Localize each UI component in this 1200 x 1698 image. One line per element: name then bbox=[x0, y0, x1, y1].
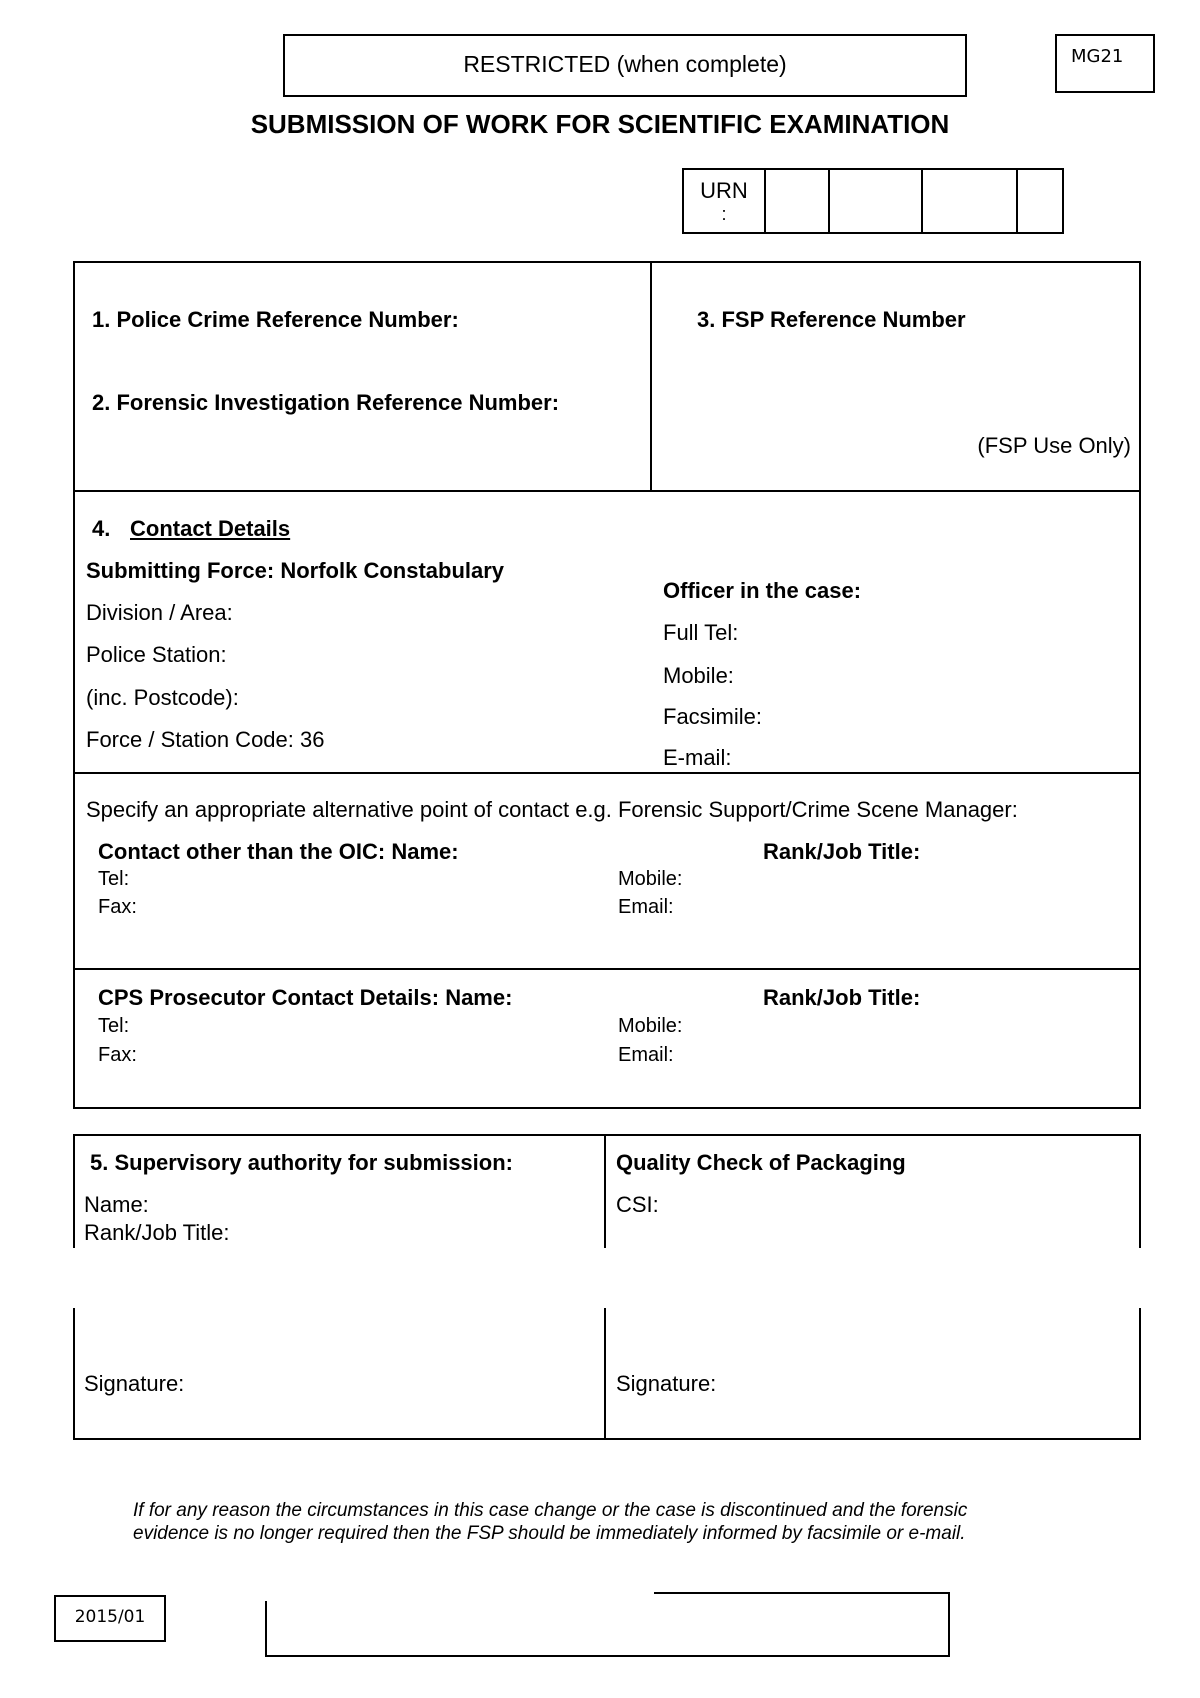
alt-contact-mobile-label: Mobile: bbox=[618, 868, 683, 890]
supervisory-section bbox=[73, 1134, 1141, 1440]
supervisor-signature-label: Signature: bbox=[84, 1371, 185, 1396]
csi-label: CSI: bbox=[616, 1192, 659, 1217]
cps-name-label: CPS Prosecutor Contact Details: Name: bbox=[98, 985, 513, 1010]
cps-email-label: Email: bbox=[618, 1044, 674, 1066]
officer-tel-label: Full Tel: bbox=[663, 620, 739, 645]
alt-contact-name-label: Contact other than the OIC: Name: bbox=[98, 839, 459, 864]
supervisor-rank-label: Rank/Job Title: bbox=[84, 1220, 230, 1245]
form-code: MG21 bbox=[1071, 46, 1124, 67]
officer-email-label: E-mail: bbox=[663, 745, 732, 770]
footer-note-line2: evidence is no longer required then the FSP should be immediately informed by facsimile or e-mail. bbox=[133, 1523, 966, 1544]
urn-label: URN bbox=[700, 178, 748, 203]
contact-section bbox=[73, 490, 1141, 1109]
quality-check-heading: Quality Check of Packaging bbox=[616, 1150, 906, 1175]
cps-mobile-label: Mobile: bbox=[618, 1015, 683, 1037]
alt-contact-fax-label: Fax: bbox=[98, 896, 137, 918]
form-code-box bbox=[1055, 34, 1155, 93]
page-title: SUBMISSION OF WORK FOR SCIENTIFIC EXAMINATION bbox=[250, 109, 950, 139]
officer-fax-label: Facsimile: bbox=[663, 704, 763, 729]
reference-section bbox=[73, 261, 1141, 492]
officer-heading: Officer in the case: bbox=[663, 578, 862, 603]
postcode-label: (inc. Postcode): bbox=[86, 685, 239, 710]
cps-tel-label: Tel: bbox=[98, 1015, 130, 1037]
restricted-banner bbox=[283, 34, 967, 97]
alt-contact-instruction: Specify an appropriate alternative point of contact e.g. Forensic Support/Crime Scene Manager: bbox=[86, 797, 1018, 822]
fsp-use-only: (FSP Use Only) bbox=[977, 433, 1131, 458]
police-station-label: Police Station: bbox=[86, 642, 227, 667]
version-box bbox=[54, 1595, 166, 1642]
version-text: 2015/01 bbox=[74, 1607, 146, 1627]
division-label: Division / Area: bbox=[86, 600, 233, 625]
cps-fax-label: Fax: bbox=[98, 1044, 137, 1066]
fsp-ref-label: 3. FSP Reference Number bbox=[697, 307, 966, 332]
cps-rank-label: Rank/Job Title: bbox=[763, 985, 921, 1010]
police-crime-ref-label: 1. Police Crime Reference Number: bbox=[92, 307, 459, 332]
footer-note-line1: If for any reason the circumstances in this case change or the case is discontinued and the forensic bbox=[133, 1500, 968, 1521]
supervisory-heading: 5. Supervisory authority for submission: bbox=[90, 1150, 513, 1175]
submitting-force: Submitting Force: Norfolk Constabulary bbox=[86, 558, 505, 583]
contact-heading: Contact Details bbox=[130, 516, 291, 541]
contact-heading-num: 4. bbox=[92, 516, 111, 541]
alt-contact-email-label: Email: bbox=[618, 896, 674, 918]
station-code: Force / Station Code: 36 bbox=[86, 727, 325, 752]
quality-signature-label: Signature: bbox=[616, 1371, 717, 1396]
alt-contact-rank-label: Rank/Job Title: bbox=[763, 839, 921, 864]
supervisor-name-label: Name: bbox=[84, 1192, 149, 1217]
forensic-ref-label: 2. Forensic Investigation Reference Number: bbox=[92, 390, 560, 415]
urn-field[interactable] bbox=[682, 168, 1064, 234]
urn-colon: : bbox=[721, 204, 727, 224]
officer-mobile-label: Mobile: bbox=[663, 663, 734, 688]
alt-contact-tel-label: Tel: bbox=[98, 868, 130, 890]
bottom-marking-box bbox=[265, 1592, 950, 1657]
restricted-text: RESTRICTED (when complete) bbox=[463, 51, 787, 77]
